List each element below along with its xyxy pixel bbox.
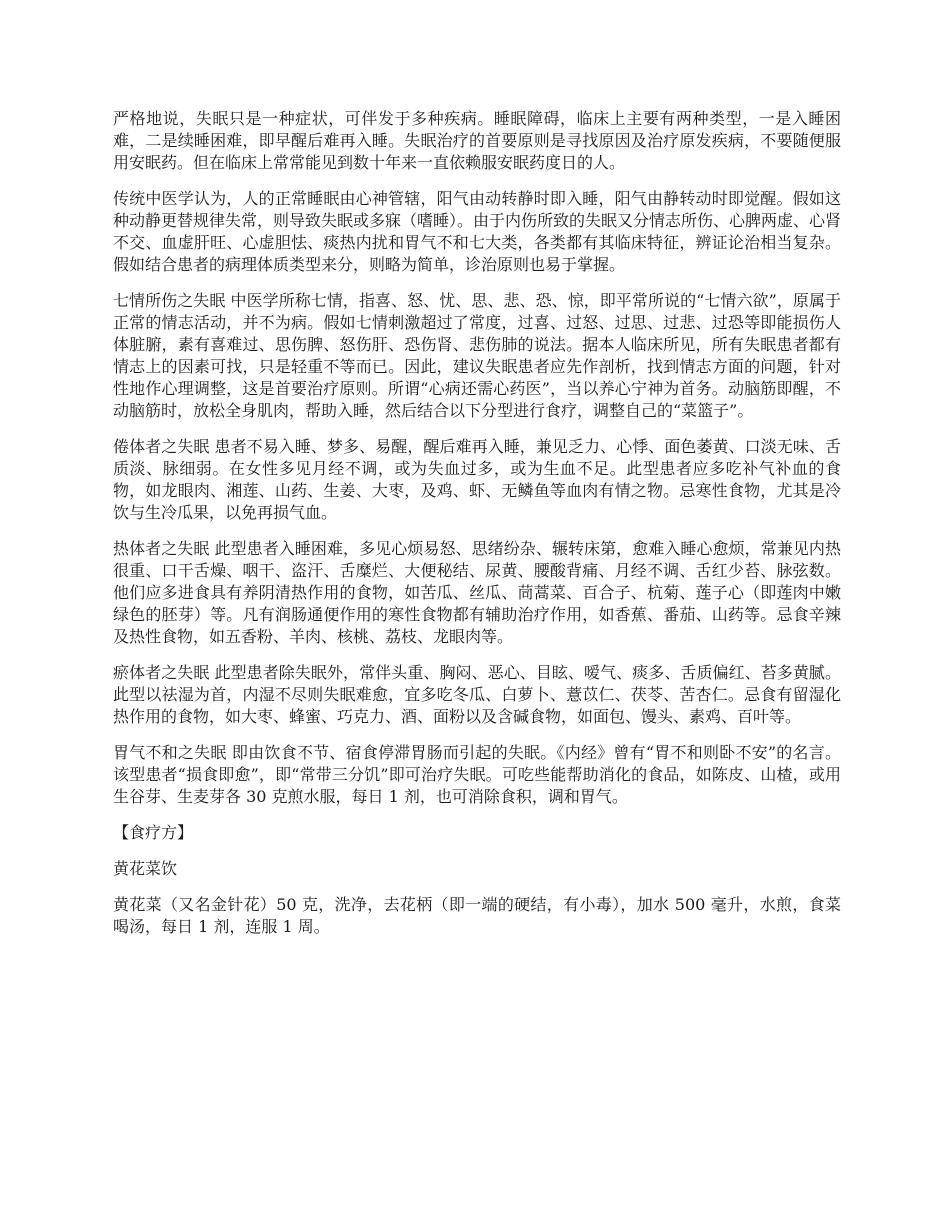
paragraph-emotional-insomnia: 七情所伤之失眠 中医学所称七情，指喜、怒、忧、思、悲、恐、惊，即平常所说的“七情六欲”，原属于正常的情志活动，并不为病。假如七情刺激超过了常度，过喜、过怒、过思、过悲、过恐等即能损伤人体脏腑，素有喜难过、思伤脾、怒伤肝、恐伤肾、悲伤肺的说法。据本人临床所见，所有失眠患者都有情志上的因素可找，只是轻重不等而已。因此，建议失眠患者应先作剖析，找到情志方面的问题，针对性地作心理调整，这是首要治疗原则。所谓“心病还需心药医”，当以养心宁神为首务。动脑筋即醒，不动脑筋时，放松全身肌肉，帮助入睡，然后结合以下分型进行食疗，调整自己的“菜篮子”。 <box>113 291 841 420</box>
paragraph-fatigued-type: 倦体者之失眠 患者不易入睡、梦多、易醒，醒后难再入睡，兼见乏力、心悸、面色萎黄、口淡无味、舌质淡、脉细弱。在女性多见月经不调，或为失血过多，或为生血不足。此型患者应多吃补气补血的食物，如龙眼肉、湘莲、山药、生姜、大枣，及鸡、虾、无鳞鱼等血肉有情之物。忌寒性食物，尤其是冷饮与生冷瓜果，以免再损气血。 <box>113 437 841 522</box>
paragraph-stasis-type: 瘀体者之失眠 此型患者除失眠外，常伴头重、胸闷、恶心、目眩、嗳气、痰多、舌质偏红、苔多黄腻。此型以祛湿为首，内湿不尽则失眠难愈，宜多吃冬瓜、白萝卜、薏苡仁、茯苓、苦杏仁。忌食有留湿化热作用的食物，如大枣、蜂蜜、巧克力、酒、面粉以及含碱食物，如面包、馒头、素鸡、百叶等。 <box>113 663 841 726</box>
paragraph-intro: 严格地说，失眠只是一种症状，可伴发于多种疾病。睡眠障碍，临床上主要有两种类型，一是入睡困难，二是续睡困难，即早醒后难再入睡。失眠治疗的首要原则是寻找原因及治疗原发疾病，不要随便服用安眠药。但在临床上常常能见到数十年来一直依赖服安眠药度日的人。 <box>113 109 841 172</box>
recipe-title: 黄花菜饮 <box>113 859 178 878</box>
recipe-body: 黄花菜（又名金针花）50 克，洗净，去花柄（即一端的硬结，有小毒），加水 500 毫升，水煎，食菜喝汤，每日 1 剂，连服 1 周。 <box>113 895 841 936</box>
section-heading-diet-recipes: 【食疗方】 <box>113 823 194 842</box>
document-body <box>113 108 841 952</box>
paragraph-stomach-type: 胃气不和之失眠 即由饮食不节、宿食停滞胃肠而引起的失眠。《内经》曾有“胃不和则卧不安”的名言。该型患者“损食即愈”，即“常带三分饥”即可治疗失眠。可吃些能帮助消化的食品，如陈皮、山楂，或用生谷芽、生麦芽各 30 克煎水服，每日 1 剂，也可消除食积，调和胃气。 <box>113 743 841 806</box>
paragraph-hot-type: 热体者之失眠 此型患者入睡困难，多见心烦易怒、思绪纷杂、辗转床第，愈难入睡心愈烦，常兼见内热很重、口干舌燥、咽干、盗汗、舌糜烂、大便秘结、尿黄、腰酸背痛、月经不调、舌红少苔、脉弦数。他们应多进食具有养阴清热作用的食物，如苦瓜、丝瓜、茼蒿菜、百合子、杭菊、莲子心（即莲肉中嫩绿色的胚芽）等。凡有润肠通便作用的寒性食物都有辅助治疗作用，如香蕉、番茄、山药等。忌食辛辣及热性食物，如五香粉、羊肉、核桃、荔枝、龙眼肉等。 <box>113 539 841 646</box>
paragraph-tcm-theory: 传统中医学认为，人的正常睡眠由心神管辖，阳气由动转静时即入睡，阳气由静转动时即觉醒。假如这种动静更替规律失常，则导致失眠或多寐（嗜睡）。由于内伤所致的失眠又分情志所伤、心脾两虚、心肾不交、血虚肝旺、心虚胆怯、痰热内扰和胃气不和七大类，各类都有其临床特征，辨证论治相当复杂。假如结合患者的病理体质类型来分，则略为简单，诊治原则也易于掌握。 <box>113 189 842 274</box>
